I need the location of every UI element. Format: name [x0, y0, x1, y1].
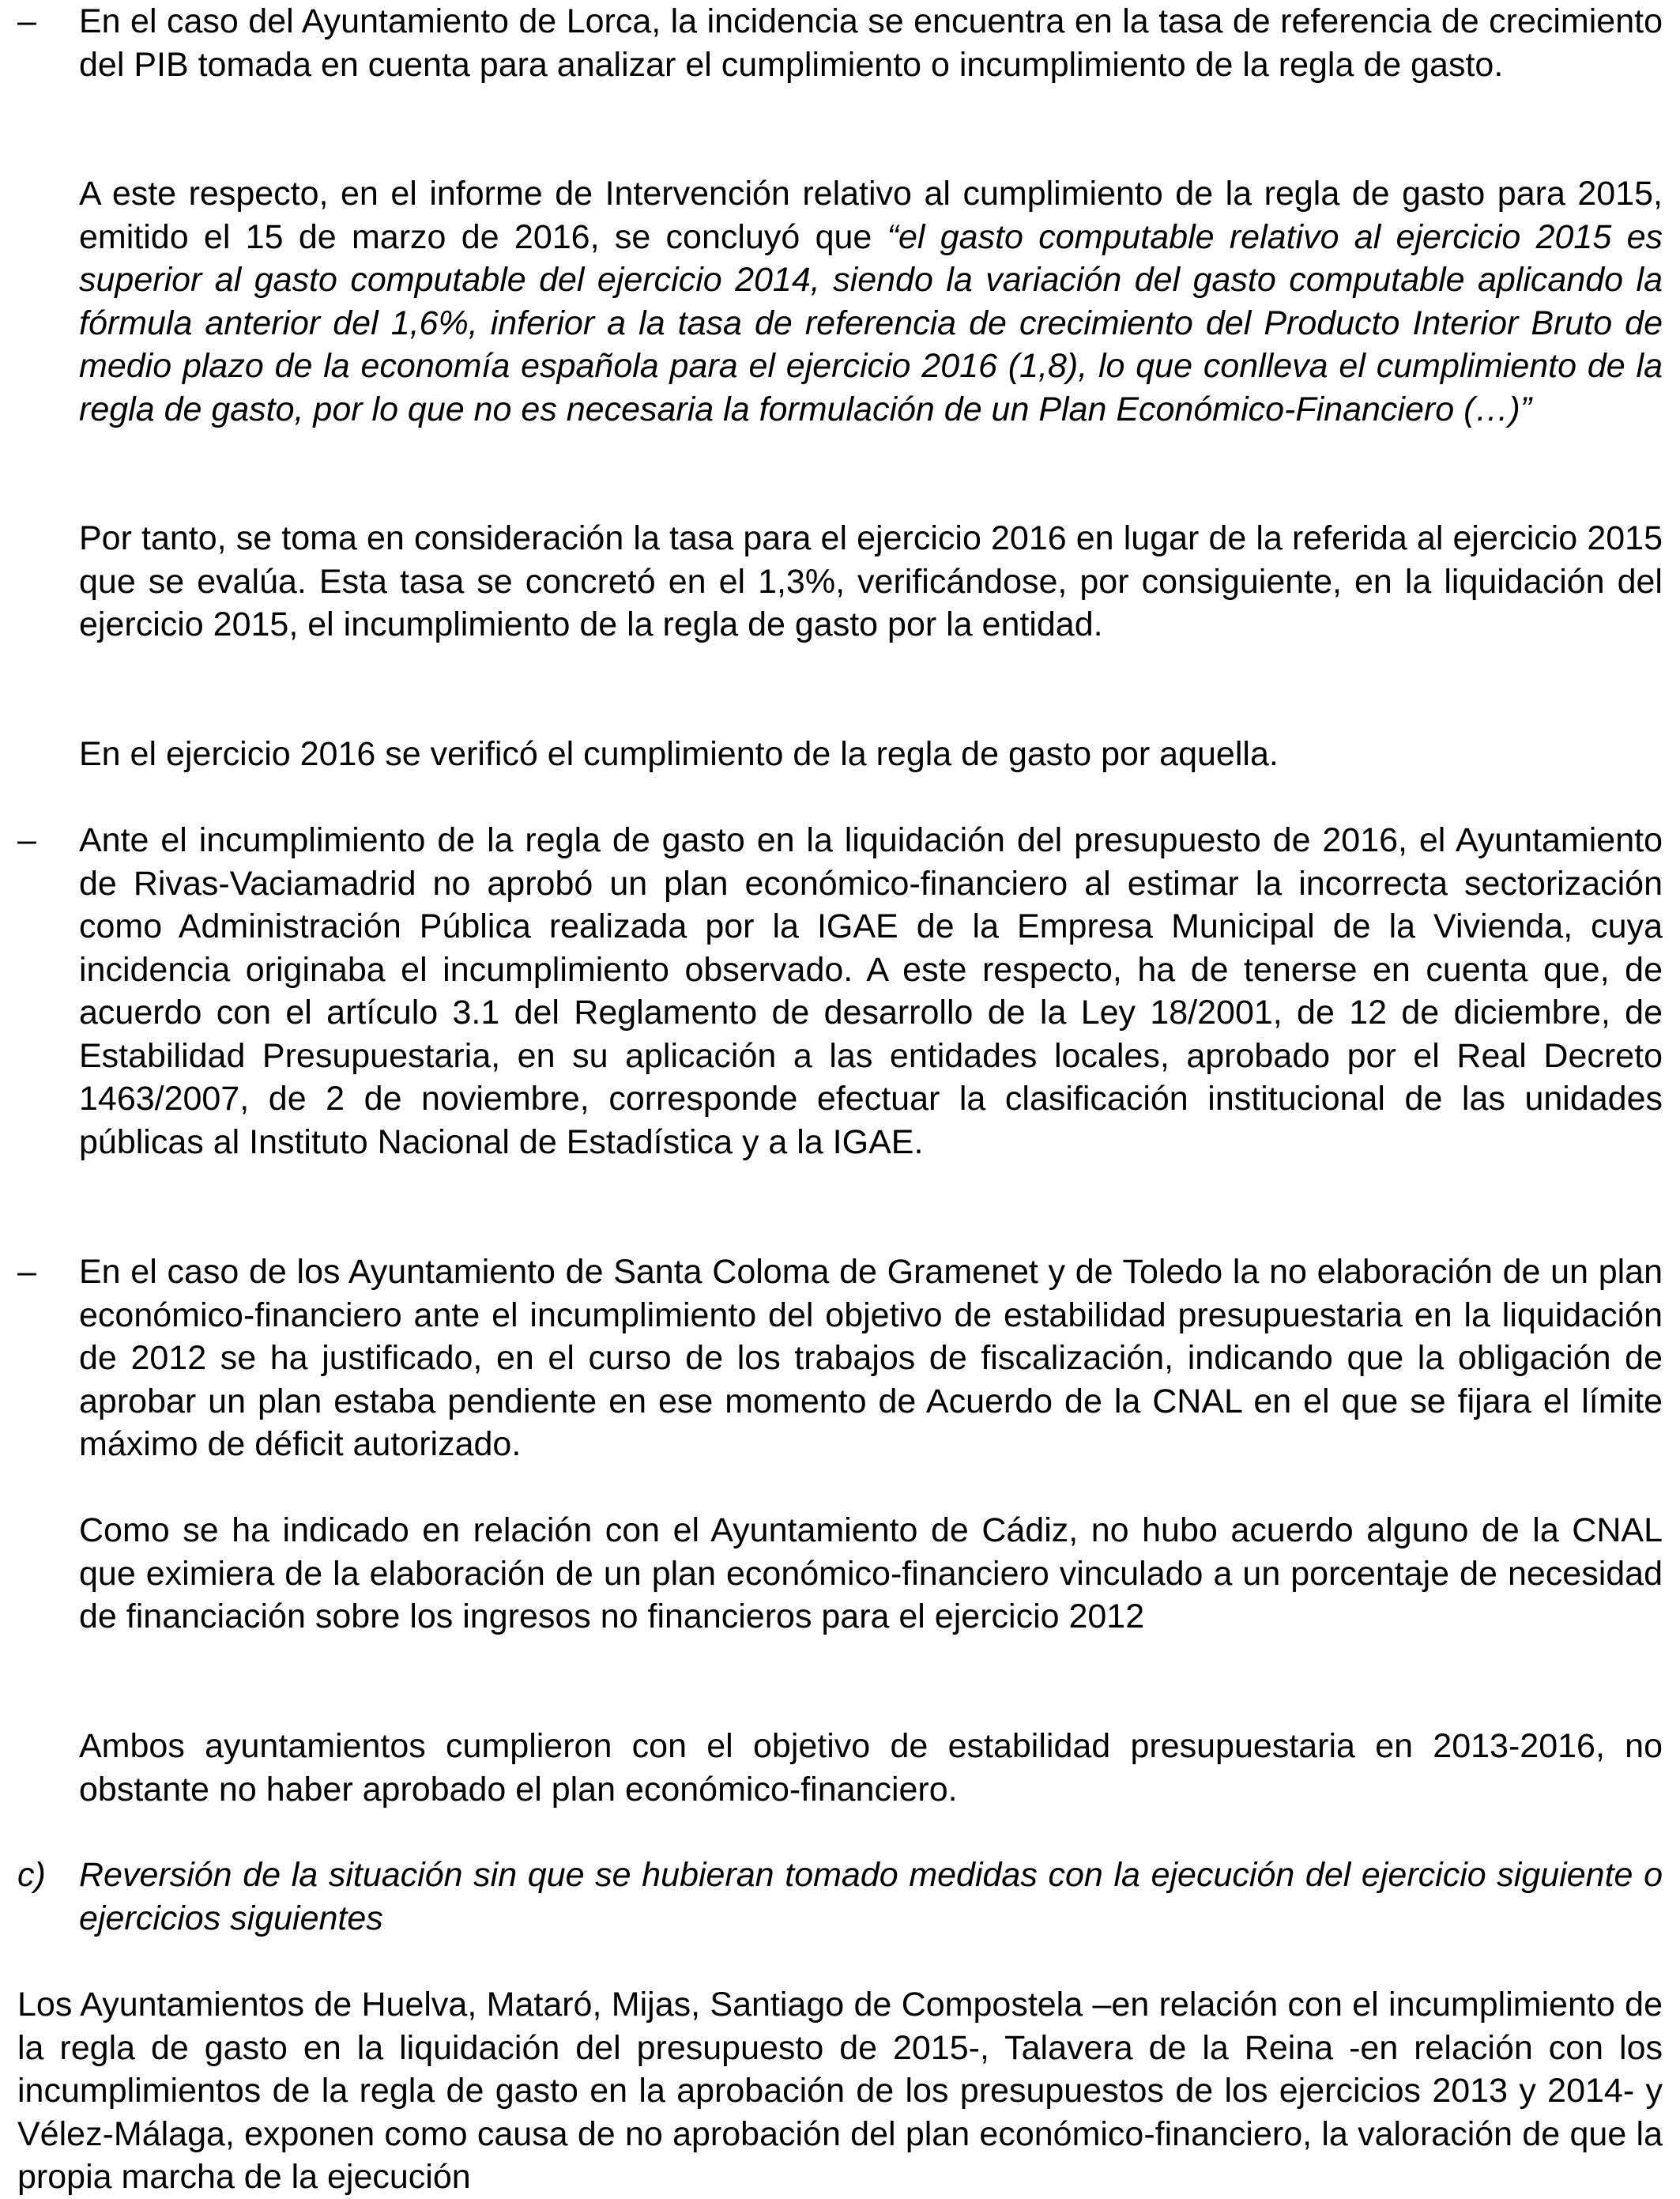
bullet-dash: –: [17, 821, 36, 859]
paragraph-lorca: En el caso del Ayuntamiento de Lorca, la incidencia se encuentra en la tasa de referencia de crecimiento del PIB tomada en cuenta para analizar el cumplimiento o incumplimiento de la regla de gasto.: [79, 2, 1663, 84]
bullet-dash: –: [17, 2, 36, 40]
paragraph-ambos-ayuntamientos: Ambos ayuntamientos cumplieron con el objetivo de estabilidad presupuestaria en 2013-2016, no obstante no haber aprobado el plan económico-financiero.: [79, 1727, 1663, 1809]
paragraph-ayuntamientos-huelva: Los Ayuntamientos de Huelva, Mataró, Mijas, Santiago de Compostela –en relación con el incumplimiento de la regla de gasto en la liquidación del presupuesto de 2015-, Talavera de la Reina -en relación con los incumplimientos de la regla de gasto en la aprobación de los presupuestos de los ejercicios 2013 y 2014- y Vélez-Málaga, exponen como causa de no aprobación del plan económico-financiero, la valoración de que la propia marcha de la ejecución: [17, 1986, 1663, 2196]
quoted-conclusion: “el gasto computable relativo al ejercicio 2015 es superior al gasto computable del ejercicio 2014, siendo la variación del gasto computable aplicando la fórmula anterior del 1,6%, inferior a la tasa de referencia de crecimiento del Producto Interior Bruto de medio plazo de la economía española para el ejercicio 2016 (1,8), lo que conlleva el cumplimiento de la regla de gasto, por lo que no es necesaria la formulación de un Plan Económico-Financiero (…)”: [79, 217, 1663, 428]
paragraph-cumplimiento-2016: En el ejercicio 2016 se verificó el cumplimiento de la regla de gasto por aquella.: [79, 735, 1279, 773]
section-c-heading: Reversión de la situación sin que se hubieran tomado medidas con la ejecución del ejercicio siguiente o ejercicios siguientes: [79, 1856, 1663, 1937]
paragraph-rivas-vaciamadrid: Ante el incumplimiento de la regla de gasto en la liquidación del presupuesto de 2016, el Ayuntamiento de Rivas-Vaciamadrid no aprobó un plan económico-financiero al estimar la incorrecta sectorización como Administración Pública realizada por la IGAE de la Empresa Municipal de la Vivienda, cuya incidencia originaba el incumplimiento observado. A este respecto, ha de tenerse en cuenta que, de acuerdo con el artículo 3.1 del Reglamento de desarrollo de la Ley 18/2001, de 12 de diciembre, de Estabilidad Presupuestaria, en su aplicación a las entidades locales, aprobado por el Real Decreto 1463/2007, de 2 de noviembre, corresponde efectuar la clasificación institucional de las unidades públicas al Instituto Nacional de Estadística y a la IGAE.: [79, 821, 1663, 1161]
paragraph-tasa-2016: Por tanto, se toma en consideración la tasa para el ejercicio 2016 en lugar de la referida al ejercicio 2015 que se evalúa. Esta tasa se concretó en el 1,3%, verificándose, por consiguiente, en la liquidación del ejercicio 2015, el incumplimiento de la regla de gasto por la entidad.: [79, 519, 1663, 643]
paragraph-informe-intro: A este respecto, en el informe de Intervención relativo al cumplimiento de la regla de gasto para 2015, emitido el 15 de marzo de 2016, se concluyó que: [79, 175, 1663, 256]
paragraph-cadiz: Como se ha indicado en relación con el Ayuntamiento de Cádiz, no hubo acuerdo alguno de la CNAL que eximiera de la elaboración de un plan económico-financiero vinculado a un porcentaje de necesidad de financiación sobre los ingresos no financieros para el ejercicio 2012: [79, 1511, 1663, 1635]
bullet-dash: –: [17, 1253, 36, 1291]
section-c-label: c): [17, 1856, 46, 1894]
paragraph-informe-intervencion: [79, 172, 1663, 431]
paragraph-santa-coloma-toledo: En el caso de los Ayuntamiento de Santa Coloma de Gramenet y de Toledo la no elaboración de un plan económico-financiero ante el incumplimiento del objetivo de estabilidad presupuestaria en la liquidación de 2012 se ha justificado, en el curso de los trabajos de fiscalización, indicando que la obligación de aprobar un plan estaba pendiente en ese momento de Acuerdo de la CNAL en el que se fijara el límite máximo de déficit autorizado.: [79, 1253, 1663, 1463]
